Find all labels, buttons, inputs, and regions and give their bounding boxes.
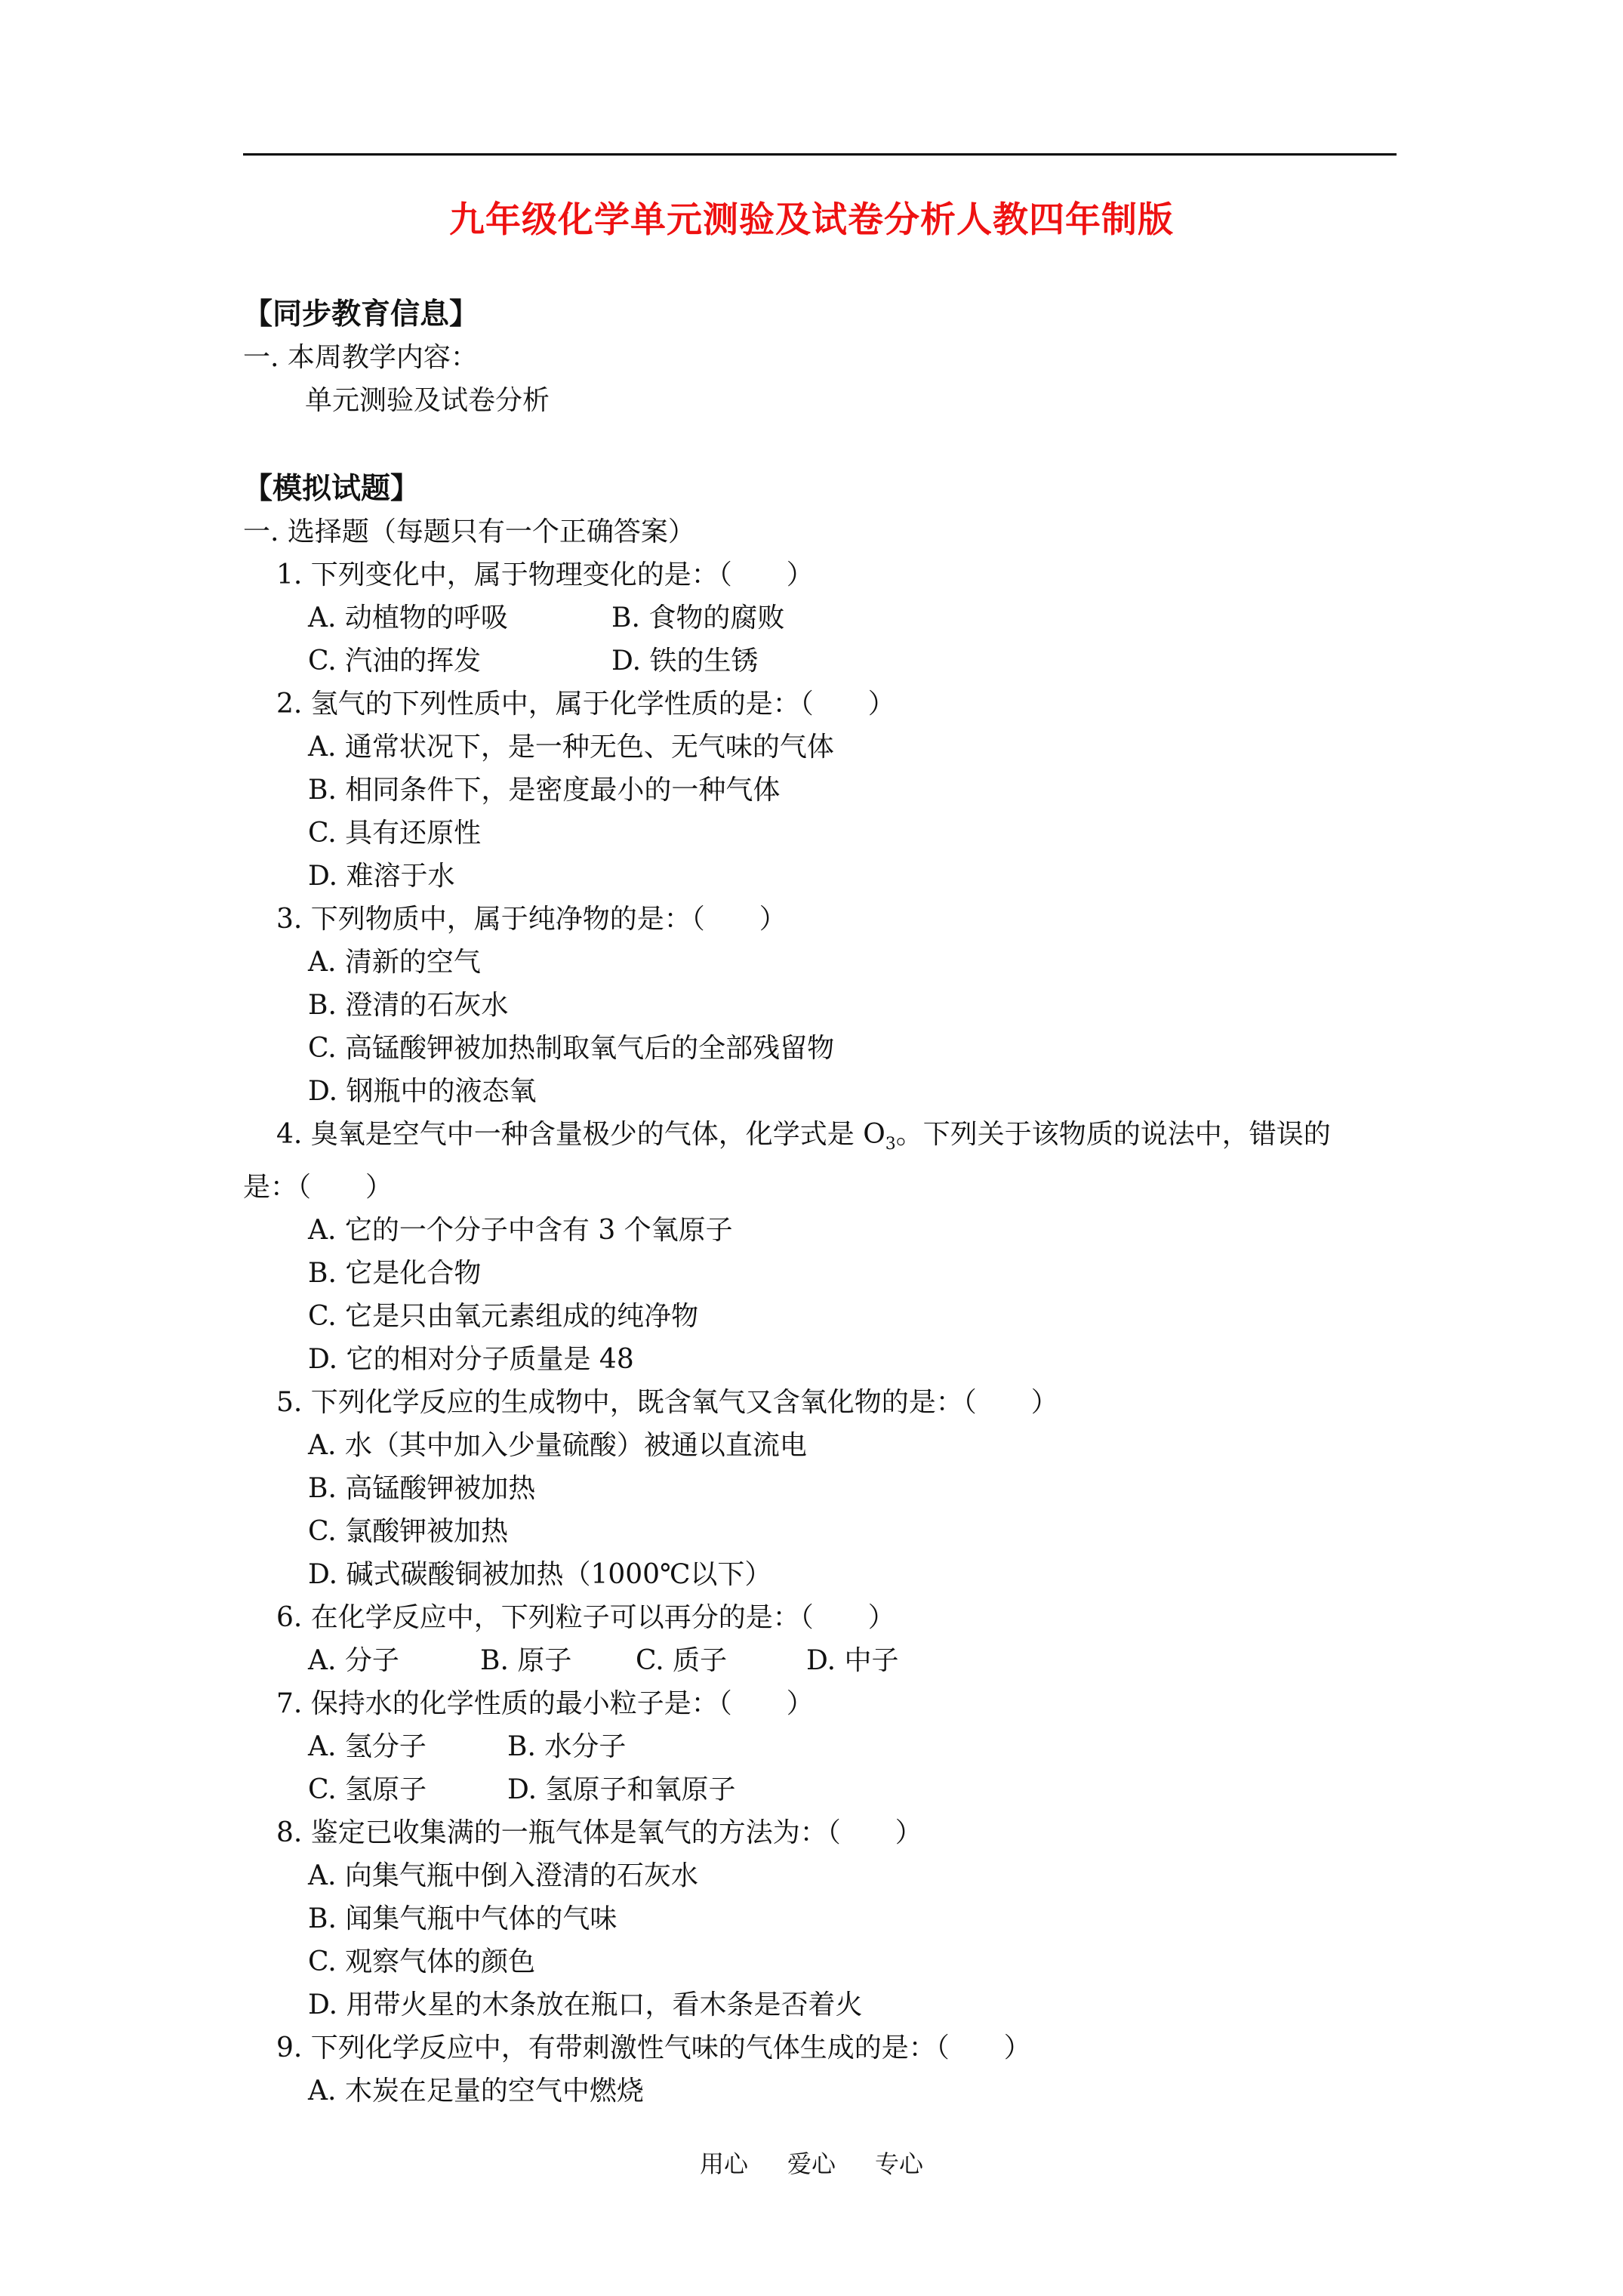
- question-2-stem: 2. 氢气的下列性质中，属于化学性质的是：（ ）: [276, 689, 895, 720]
- footer-text-3: 专心: [875, 2150, 924, 2178]
- question-5-option-c: C. 氯酸钾被加热: [308, 1516, 509, 1548]
- question-4-option-a: A. 它的一个分子中含有 3 个氧原子: [308, 1215, 733, 1247]
- question-7-option-c: C. 氢原子: [308, 1774, 427, 1806]
- question-8-option-a: A. 向集气瓶中倒入澄清的石灰水: [308, 1860, 698, 1892]
- question-8-option-d: D. 用带火星的木条放在瓶口，看木条是否着火: [308, 1989, 863, 2021]
- question-4-option-b: B. 它是化合物: [308, 1258, 482, 1290]
- question-6-option-b: B. 原子: [480, 1645, 572, 1677]
- question-7-options-row-1: [243, 1725, 1397, 1768]
- question-4-option-c: C. 它是只由氧元素组成的纯净物: [308, 1301, 699, 1333]
- question-3-option-c: C. 高锰酸钾被加热制取氧气后的全部残留物: [308, 1033, 835, 1064]
- question-3-option-b: B. 澄清的石灰水: [308, 990, 509, 1021]
- question-5-option-d: D. 碱式碳酸铜被加热（1000℃以下）: [308, 1559, 772, 1591]
- section-heading-quiz: 【模拟试题】: [243, 471, 420, 506]
- question-8-option-b: B. 闻集气瓶中气体的气味: [308, 1903, 617, 1935]
- question-6-options: [243, 1639, 1397, 1682]
- question-8-stem: 8. 鉴定已收集满的一瓶气体是氧气的方法为：（ ）: [276, 1817, 922, 1849]
- question-5-stem: 5. 下列化学反应的生成物中，既含氧气又含氧化物的是：（ ）: [276, 1387, 1058, 1419]
- question-7-option-b: B. 水分子: [507, 1731, 627, 1763]
- question-9-stem: 9. 下列化学反应中，有带刺激性气味的气体生成的是：（ ）: [276, 2032, 1031, 2064]
- question-1-option-d: D. 铁的生锈: [611, 646, 759, 676]
- question-3-option-d: D. 钢瓶中的液态氧: [308, 1076, 537, 1107]
- question-3-option-a: A. 清新的空气: [308, 947, 481, 978]
- question-6-option-a: A. 分子: [308, 1645, 399, 1677]
- question-5-option-a: A. 水（其中加入少量硫酸）被通以直流电: [308, 1430, 807, 1462]
- question-7-option-a: A. 氢分子: [308, 1731, 427, 1763]
- document-body: [243, 287, 1397, 2113]
- question-1-stem: 1. 下列变化中，属于物理变化的是：（ ）: [276, 559, 814, 590]
- quiz-part-title: 一. 选择题（每题只有一个正确答案）: [243, 516, 695, 547]
- question-2-option-b: B. 相同条件下，是密度最小的一种气体: [308, 775, 781, 806]
- question-4-stem: [243, 1113, 1397, 1166]
- question-7-stem: 7. 保持水的化学性质的最小粒子是：（ ）: [276, 1688, 814, 1720]
- question-7-options-row-2: [243, 1768, 1397, 1811]
- question-2-option-c: C. 具有还原性: [308, 818, 482, 849]
- question-3-stem: 3. 下列物质中，属于纯净物的是：（ ）: [276, 904, 787, 935]
- footer-text-1: 用心: [699, 2150, 748, 2178]
- question-6-stem: 6. 在化学反应中，下列粒子可以再分的是：（ ）: [276, 1602, 895, 1634]
- question-9-option-a: A. 木炭在足量的空气中燃烧: [308, 2076, 644, 2107]
- question-1-option-a: A. 动植物的呼吸: [308, 603, 508, 633]
- question-4-option-d: D. 它的相对分子质量是 48: [308, 1344, 634, 1376]
- question-1-option-b: B. 食物的腐败: [611, 603, 785, 633]
- question-5-option-b: B. 高锰酸钾被加热: [308, 1473, 536, 1505]
- info-content: 单元测验及试卷分析: [305, 385, 550, 416]
- question-4-stem-continued: 是：（ ）: [243, 1172, 393, 1203]
- question-2-option-a: A. 通常状况下，是一种无色、无气味的气体: [308, 732, 834, 763]
- question-2-option-d: D. 难溶于水: [308, 861, 455, 892]
- question-4-stem-part-1: 4. 臭氧是空气中一种含量极少的气体，化学式是 O: [276, 1119, 885, 1150]
- question-6-option-c: C. 质子: [636, 1645, 728, 1677]
- question-1-option-c: C. 汽油的挥发: [308, 646, 482, 676]
- page-footer: [0, 2146, 1623, 2182]
- question-1-options-row-1: [243, 596, 1397, 639]
- question-8-option-c: C. 观察气体的颜色: [308, 1946, 536, 1978]
- header-rule: [243, 153, 1397, 156]
- section-heading-info: 【同步教育信息】: [243, 297, 479, 331]
- question-4-subscript: 3: [885, 1135, 896, 1154]
- question-7-option-d: D. 氢原子和氧原子: [507, 1774, 736, 1806]
- info-item: 一. 本周教学内容：: [243, 342, 478, 373]
- document-title: 九年级化学单元测验及试卷分析人教四年制版: [449, 199, 1174, 241]
- footer-text-2: 爱心: [787, 2150, 836, 2178]
- question-1-options-row-2: [243, 639, 1397, 683]
- question-6-option-d: D. 中子: [806, 1645, 899, 1677]
- question-4-stem-part-2: 。下列关于该物质的说法中，错误的: [895, 1119, 1331, 1150]
